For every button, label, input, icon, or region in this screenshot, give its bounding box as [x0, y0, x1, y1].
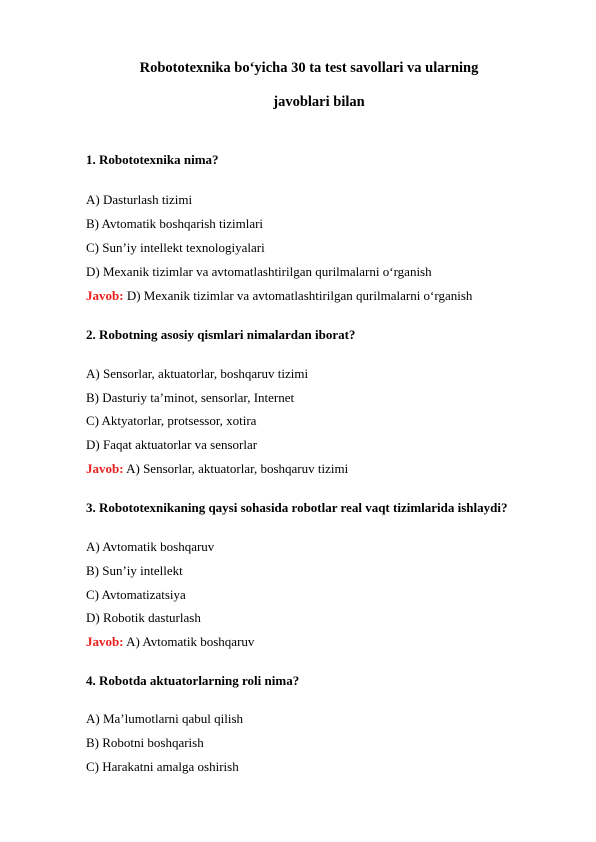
question-3-option-b: B) Sun’iy intellekt	[86, 563, 183, 578]
question-3-option-c: C) Avtomatizatsiya	[86, 587, 186, 602]
question-1-option-b: B) Avtomatik boshqarish tizimlari	[86, 216, 264, 231]
answer-text: D) Mexanik tizimlar va avtomatlashtirilgan qurilmalarni o‘rganish	[126, 288, 473, 303]
question-2-option-c: C) Aktyatorlar, protsessor, xotira	[86, 413, 257, 428]
document-title-line-2: javoblari bilan	[273, 94, 365, 110]
answer-label: Javob:	[86, 461, 124, 476]
question-2-option-a: A) Sensorlar, aktuatorlar, boshqaruv tizimi	[86, 366, 309, 381]
question-2-option-d: D) Faqat aktuatorlar va sensorlar	[86, 437, 258, 452]
question-4: 4. Robotda aktuatorlarning roli nima?	[86, 673, 300, 688]
question-4-option-b: B) Robotni boshqarish	[86, 735, 204, 750]
question-2-option-b: B) Dasturiy ta’minot, sensorlar, Internet	[86, 390, 295, 405]
answer-text: A) Avtomatik boshqaruv	[126, 634, 255, 649]
question-3-answer	[86, 634, 254, 650]
answer-text: A) Sensorlar, aktuatorlar, boshqaruv tizimi	[126, 461, 349, 476]
question-2: 2. Robotning asosiy qismlari nimalardan iborat?	[86, 327, 356, 342]
question-3: 3. Robototexnikaning qaysi sohasida robotlar real vaqt tizimlarida ishlaydi?	[86, 500, 508, 515]
document-title-line-1: Robototexnika bo‘yicha 30 ta test savollari va ularning	[139, 60, 479, 76]
question-4-option-a: A) Ma’lumotlarni qabul qilish	[86, 711, 244, 726]
question-1-option-d: D) Mexanik tizimlar va avtomatlashtirilgan qurilmalarni o‘rganish	[86, 264, 432, 279]
question-3-option-d: D) Robotik dasturlash	[86, 610, 201, 625]
question-1-answer	[86, 288, 472, 304]
question-2-answer	[86, 461, 348, 477]
question-3-option-a: A) Avtomatik boshqaruv	[86, 539, 215, 554]
question-1-option-a: A) Dasturlash tizimi	[86, 192, 193, 207]
question-1-option-c: C) Sun’iy intellekt texnologiyalari	[86, 240, 265, 255]
question-4-option-c: C) Harakatni amalga oshirish	[86, 759, 239, 774]
question-1: 1. Robototexnika nima?	[86, 152, 219, 167]
answer-label: Javob:	[86, 288, 124, 303]
answer-label: Javob:	[86, 634, 124, 649]
